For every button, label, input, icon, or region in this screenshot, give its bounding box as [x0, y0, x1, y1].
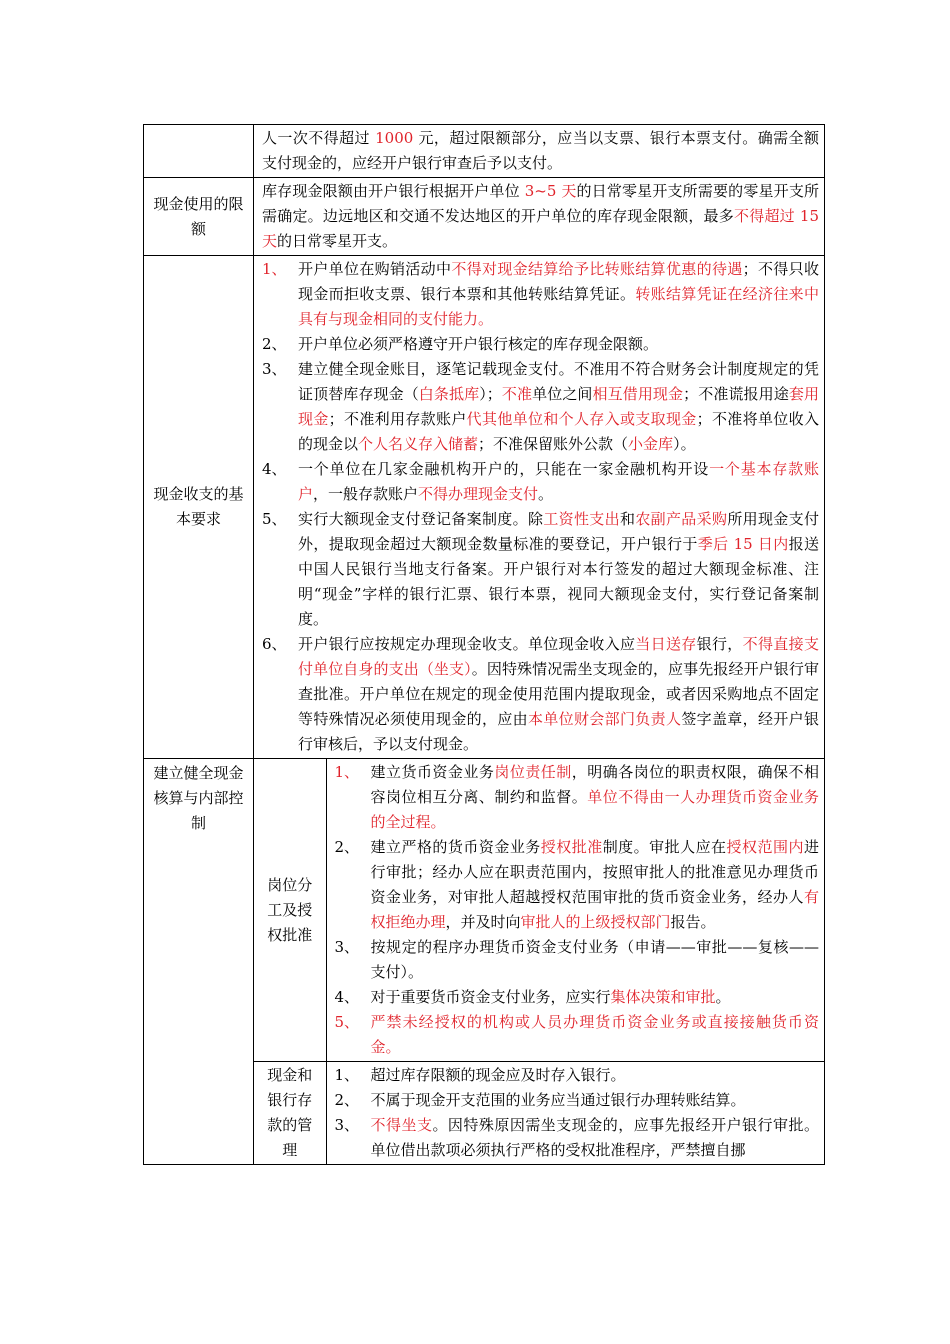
- body-text: 进行审批；经办人应在职责范围内，按照审批人的批准意见办理货币资金业务，对审批人超越授权范围审批的货币资金业务，经办人: [370, 838, 819, 906]
- body-text: 和: [619, 510, 636, 528]
- item-number: 2、: [334, 838, 360, 856]
- body-text: 建立货币资金业务: [370, 763, 495, 781]
- body-text: ；不准保留账外公款（: [478, 435, 629, 453]
- body-text: ，明确各岗位的职责权限，确保不相容岗位相互分离、制约和监督。: [370, 763, 819, 806]
- highlight-text: 1000: [375, 129, 414, 147]
- body-text: 签字盖章，经开户银行审核后，予以支付现金。: [298, 710, 819, 753]
- list-item: [262, 332, 819, 357]
- body-text: 。: [715, 988, 731, 1006]
- internal-control-label: 建立健全现金核算与内部控制: [144, 759, 254, 1165]
- body-text: ；不准利用存款账户: [328, 410, 467, 428]
- highlight-text: 个人名义存入储蓄: [358, 435, 479, 453]
- empty-label-cell: [144, 125, 254, 178]
- body-text: 人一次不得超过: [262, 129, 376, 147]
- item-number: 3、: [262, 360, 287, 378]
- item-number: 1、: [334, 763, 360, 781]
- list-item: [335, 935, 820, 985]
- highlight-text: 3~5 天: [524, 182, 577, 200]
- list-item: [262, 257, 819, 332]
- body-text: 。因特殊原因需坐支现金的，应事先报经开户银行审批。单位借出款项必须执行严格的受权批准程序，严禁擅自挪: [370, 1116, 819, 1159]
- body-text: 。因特殊情况需坐支现金的，应事先报经开户银行审查批准。开户单位在规定的现金使用范围内提取现金，或者因采购地点不固定等特殊情况必须使用现金的，应由: [298, 660, 819, 728]
- body-text: 所用现金支付外，提取现金超过大额现金数量标准的要登记，开户银行于: [298, 510, 819, 553]
- body-text: 报送中国人民银行当地支行备案。开户银行对本行签发的超过大额现金标准、注明“现金”字样的银行汇票、银行本票，视同大额现金支付，实行登记备案制度。: [298, 535, 819, 628]
- list-item: [335, 835, 820, 935]
- item-number: 3、: [334, 1116, 360, 1134]
- subrow-cash-bank: [254, 1062, 824, 1165]
- cash-bank-content: [326, 1062, 824, 1165]
- highlight-text: 白条抵库: [418, 385, 480, 403]
- item-number: 5、: [334, 1013, 360, 1031]
- highlight-text: 一个基本存款账户: [298, 460, 819, 503]
- highlight-text: 当日送存: [635, 635, 697, 653]
- highlight-text: 不得办理现金支付: [418, 485, 539, 503]
- item-number: 3、: [334, 938, 360, 956]
- highlight-text: 相互借用现金: [592, 385, 684, 403]
- body-text: 不属于现金开支范围的业务应当通过银行办理转账结算。: [370, 1091, 746, 1109]
- body-text: 开户银行应按规定办理现金收支。单位现金收入应: [298, 635, 636, 653]
- body-text: 制度。审批人应在: [602, 838, 727, 856]
- highlight-text: 单位不得由一人办理货币资金业务的全过程。: [370, 788, 819, 831]
- body-text: 元，超过限额部分，应当以支票、银行本票支付。确需全额支付现金的，应经开户银行审查后予以支付。: [262, 129, 819, 172]
- row-limit-continued: [144, 125, 825, 178]
- highlight-text: 转账结算凭证在经济往来中具有与现金相同的支付能力。: [298, 285, 819, 328]
- highlight-text: 授权批准: [540, 838, 603, 856]
- cash-bank-list: [335, 1063, 820, 1163]
- item-number: 2、: [334, 1091, 360, 1109]
- highlight-text: 不准: [501, 385, 533, 403]
- cash-limit-text: [254, 178, 825, 256]
- highlight-text: 集体决策和审批: [610, 988, 716, 1006]
- body-text: 报告。: [670, 913, 716, 931]
- body-text: ；不准将单位收入的现金以: [298, 410, 819, 453]
- highlight-text: 不得直接支付单位自身的支出（坐支）: [298, 635, 819, 678]
- basic-requirements-content: [254, 256, 825, 759]
- highlight-text: 季后 15 日内: [697, 535, 789, 553]
- list-item: [335, 1063, 820, 1088]
- body-text: ；不得只收现金而拒收支票、银行本票和其他转账结算凭证。: [298, 260, 819, 303]
- body-text: 实行大额现金支付登记备案制度。除: [298, 510, 544, 528]
- limit-continued-text: [254, 125, 825, 178]
- highlight-text: 小金库: [628, 435, 674, 453]
- highlight-text: 严禁未经授权的机构或人员办理货币资金业务或直接接触货币资金。: [370, 1013, 819, 1056]
- list-item: [335, 1010, 820, 1060]
- body-text: ）。: [673, 435, 696, 453]
- highlight-text: 代其他单位和个人存入或支取现金: [466, 410, 697, 428]
- body-text: 开户单位在购销活动中: [298, 260, 452, 278]
- body-text: ，并及时向: [445, 913, 521, 931]
- basic-requirements-list: [262, 257, 819, 757]
- highlight-text: 有权拒绝办理: [370, 888, 819, 931]
- internal-control-content: [254, 759, 825, 1165]
- item-number: 2、: [262, 335, 287, 353]
- body-text: 银行，: [696, 635, 743, 653]
- cash-management-table: [143, 124, 825, 1165]
- body-text: 开户单位必须严格遵守开户银行核定的库存现金限额。: [298, 335, 659, 353]
- list-item: [335, 1088, 820, 1113]
- item-number: 6、: [262, 635, 287, 653]
- highlight-text: 工资性支出: [543, 510, 620, 528]
- authorization-content: [326, 759, 824, 1062]
- item-number: 4、: [262, 460, 287, 478]
- item-number: 1、: [334, 1066, 360, 1084]
- row-internal-control: [144, 759, 825, 1165]
- list-item: [262, 457, 819, 507]
- internal-control-subtable: [254, 759, 824, 1164]
- basic-requirements-label: 现金收支的基本要求: [144, 256, 254, 759]
- body-text: 按规定的程序办理货币资金支付业务（申请——审批——复核——支付）。: [370, 938, 819, 981]
- list-item: [262, 507, 819, 632]
- body-text: 一个单位在几家金融机构开户的，只能在一家金融机构开设: [298, 460, 710, 478]
- list-item: [335, 1113, 820, 1163]
- item-number: 1、: [262, 260, 287, 278]
- body-text: 。: [538, 485, 554, 503]
- row-basic-requirements: [144, 256, 825, 759]
- list-item: [262, 632, 819, 757]
- body-text: ）；: [479, 385, 502, 403]
- list-item: [335, 985, 820, 1010]
- row-cash-limit: [144, 178, 825, 256]
- authorization-list: [335, 760, 820, 1060]
- body-text: 超过库存限额的现金应及时存入银行。: [370, 1066, 626, 1084]
- item-number: 4、: [334, 988, 360, 1006]
- authorization-label: 岗位分工及授权批准: [254, 759, 326, 1062]
- cash-bank-label: 现金和银行存款的管理: [254, 1062, 326, 1165]
- highlight-text: 审批人的上级授权部门: [520, 913, 671, 931]
- highlight-text: 岗位责任制: [494, 763, 572, 781]
- body-text: ；不准谎报用途: [683, 385, 789, 403]
- body-text: ，一般存款账户: [313, 485, 419, 503]
- highlight-text: 本单位财会部门负责人: [527, 710, 682, 728]
- list-item: [335, 760, 820, 835]
- body-text: 单位之间: [532, 385, 593, 403]
- item-number: 5、: [262, 510, 287, 528]
- body-text: 的日常零星开支所需要的零星开支所需确定。边远地区和交通不发达地区的开户单位的库存现金限额，最多: [262, 182, 819, 225]
- highlight-text: 套用现金: [298, 385, 819, 428]
- body-text: 库存现金限额由开户银行根据开户单位: [262, 182, 525, 200]
- list-item: [262, 357, 819, 457]
- highlight-text: 授权范围内: [726, 838, 804, 856]
- highlight-text: 不得超过 15 天: [262, 207, 819, 250]
- highlight-text: 不得对现金结算给予比转账结算优惠的待遇: [451, 260, 743, 278]
- body-text: 对于重要货币资金支付业务，应实行: [370, 988, 611, 1006]
- body-text: 的日常零星开支。: [277, 232, 398, 250]
- body-text: 建立严格的货币资金业务: [370, 838, 541, 856]
- highlight-text: 不得坐支: [370, 1116, 433, 1134]
- body-text: 建立健全现金账目，逐笔记载现金支付。不准用不符合财务会计制度规定的凭证顶替库存现金（: [298, 360, 819, 403]
- cash-limit-label: 现金使用的限额: [144, 178, 254, 256]
- highlight-text: 农副产品采购: [635, 510, 728, 528]
- subrow-authorization: [254, 759, 824, 1062]
